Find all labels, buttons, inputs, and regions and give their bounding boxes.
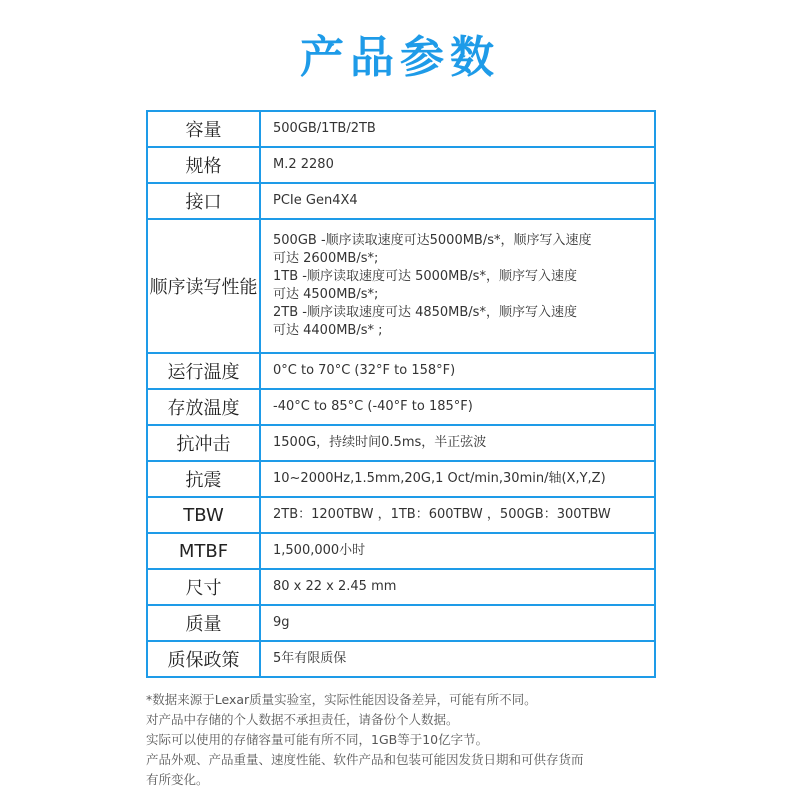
spec-value-line: 1,500,000小时: [273, 543, 366, 558]
spec-label: 运行温度: [147, 353, 260, 389]
footnotes: [146, 690, 666, 790]
spec-value: [260, 183, 655, 219]
spec-value-line: -40°C to 85°C (-40°F to 185°F): [273, 399, 473, 414]
spec-value: [260, 219, 655, 353]
spec-value: [260, 533, 655, 569]
footnote-line: 有所变化。: [146, 772, 209, 787]
spec-value-line: 9g: [273, 615, 290, 630]
spec-label: 存放温度: [147, 389, 260, 425]
spec-label: 顺序读写性能: [147, 219, 260, 353]
spec-label: 质保政策: [147, 641, 260, 677]
spec-value-line: 2TB：1200TBW ，1TB：600TBW ，500GB：300TBW: [273, 507, 611, 522]
spec-row-capacity: [147, 111, 655, 147]
spec-value: [260, 353, 655, 389]
spec-label: 规格: [147, 147, 260, 183]
spec-value: [260, 389, 655, 425]
spec-row-warranty: [147, 641, 655, 677]
spec-table: [146, 110, 656, 678]
spec-row-mtbf: [147, 533, 655, 569]
spec-value-line: 可达 2600MB/s*;: [273, 251, 379, 266]
footnote-line: 对产品中存储的个人数据不承担责任，请备份个人数据。: [146, 712, 459, 727]
spec-value: [260, 605, 655, 641]
spec-value-line: PCIe Gen4X4: [273, 193, 358, 208]
spec-row-vibration: [147, 461, 655, 497]
spec-value-line: 500GB/1TB/2TB: [273, 121, 376, 136]
spec-value: [260, 425, 655, 461]
spec-value-line: 可达 4500MB/s*;: [273, 287, 379, 302]
spec-row-shock: [147, 425, 655, 461]
footnote-line: 产品外观、产品重量、速度性能、软件产品和包装可能因发货日期和可供存货而: [146, 752, 584, 767]
spec-row-form-factor: [147, 147, 655, 183]
spec-row-weight: [147, 605, 655, 641]
spec-label: 尺寸: [147, 569, 260, 605]
spec-value-line: 500GB -顺序读取速度可达5000MB/s*，顺序写入速度: [273, 233, 592, 248]
spec-value: [260, 641, 655, 677]
spec-label: TBW: [147, 497, 260, 533]
spec-row-tbw: [147, 497, 655, 533]
spec-row-performance: [147, 219, 655, 353]
spec-value: [260, 497, 655, 533]
spec-row-dimensions: [147, 569, 655, 605]
spec-value-line: 可达 4400MB/s* ;: [273, 323, 383, 338]
spec-value: [260, 111, 655, 147]
spec-label: MTBF: [147, 533, 260, 569]
footnote-line: *数据来源于Lexar质量实验室，实际性能因设备差异，可能有所不同。: [146, 692, 537, 707]
spec-label: 抗震: [147, 461, 260, 497]
spec-value-line: 80 x 22 x 2.45 mm: [273, 579, 397, 594]
footnote-line: 实际可以使用的存储容量可能有所不同，1GB等于10亿字节。: [146, 732, 489, 747]
spec-value: [260, 461, 655, 497]
spec-label: 抗冲击: [147, 425, 260, 461]
spec-value-line: 0°C to 70°C (32°F to 158°F): [273, 363, 456, 378]
spec-label: 容量: [147, 111, 260, 147]
spec-value-line: 1TB -顺序读取速度可达 5000MB/s*，顺序写入速度: [273, 269, 577, 284]
spec-value-line: 5年有限质保: [273, 651, 347, 666]
spec-value-line: M.2 2280: [273, 157, 334, 172]
spec-label: 质量: [147, 605, 260, 641]
spec-value: [260, 147, 655, 183]
page-title: 产品参数: [300, 32, 500, 83]
spec-value-line: 10~2000Hz,1.5mm,20G,1 Oct/min,30min/轴(X,Y,Z): [273, 471, 606, 486]
spec-row-operating-temp: [147, 353, 655, 389]
spec-row-interface: [147, 183, 655, 219]
spec-value-line: 1500G，持续时间0.5ms，半正弦波: [273, 435, 487, 450]
spec-label: 接口: [147, 183, 260, 219]
spec-value-line: 2TB -顺序读取速度可达 4850MB/s*，顺序写入速度: [273, 305, 577, 320]
spec-value: [260, 569, 655, 605]
spec-row-storage-temp: [147, 389, 655, 425]
